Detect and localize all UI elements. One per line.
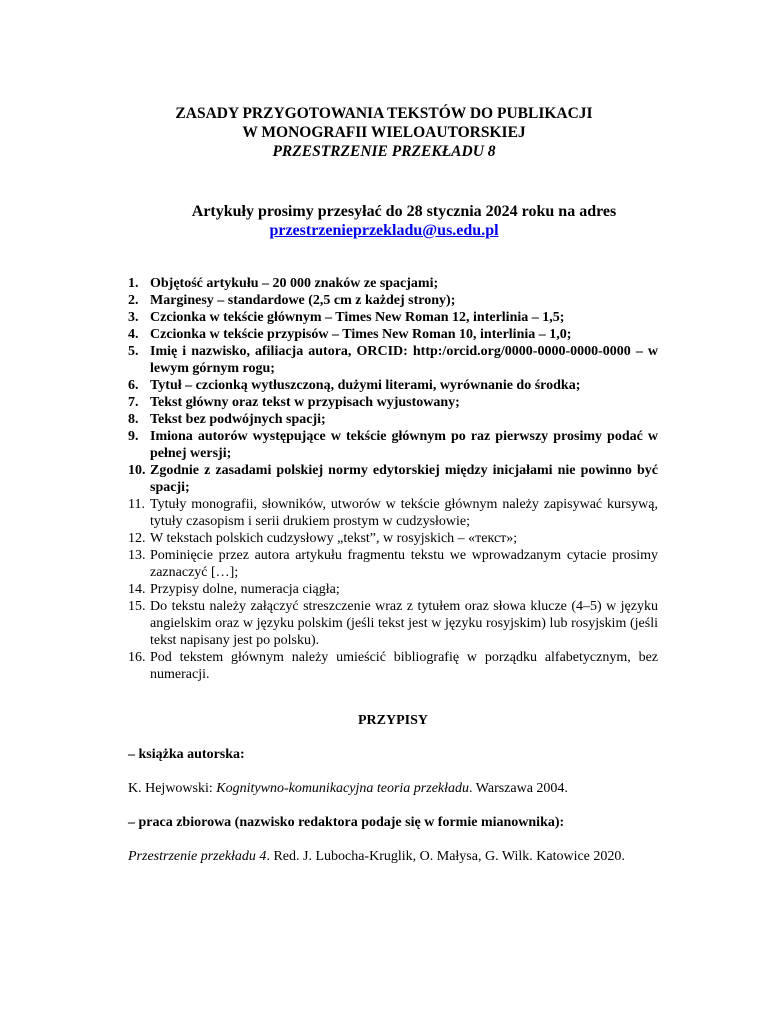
- rule-text: Imiona autorów występujące w tekście głównym po raz pierwszy prosimy podać w pełnej wersji;: [150, 429, 658, 461]
- rule-text: Objętość artykułu – 20 000 znaków ze spacjami;: [150, 276, 439, 291]
- rule-number: 3.: [128, 310, 139, 325]
- monograph-author: K. Hejwowski:: [128, 781, 217, 796]
- submission-email-link[interactable]: przestrzenieprzekladu@us.edu.pl: [269, 222, 499, 239]
- rule-number: 5.: [128, 344, 139, 359]
- rule-text: Czcionka w tekście głównym – Times New Roman 12, interlinia – 1,5;: [150, 310, 565, 325]
- rule-item: [128, 326, 658, 343]
- rule-number: 10.: [128, 463, 146, 478]
- monograph-label: – książka autorska:: [128, 747, 245, 762]
- title-line-2: W MONOGRAFII WIELOAUTORSKIEJ: [242, 124, 526, 141]
- rule-text: Tekst główny oraz tekst w przypisach wyjustowany;: [150, 395, 460, 410]
- rule-item: [128, 275, 658, 292]
- rule-number: 1.: [128, 276, 139, 291]
- collective-example: [128, 848, 658, 865]
- rule-text: Tytuł – czcionką wytłuszczoną, dużymi literami, wyrównanie do środka;: [150, 378, 581, 393]
- rule-number: 14.: [128, 582, 146, 597]
- rule-number: 2.: [128, 293, 139, 308]
- rule-item: [128, 598, 658, 649]
- rule-text: Do tekstu należy załączyć streszczenie wraz z tytułem oraz słowa klucze (4–5) w języku angielskim oraz w języku polskim (jeśli tekst jest w języku rosyjskim) lub rosyjskim (jeśli tekst napisany jest po polsku).: [150, 599, 658, 648]
- rule-number: 8.: [128, 412, 139, 427]
- monograph-rest: . Warszawa 2004.: [469, 781, 568, 796]
- rules-list: [128, 275, 658, 683]
- rule-item: [128, 411, 658, 428]
- rule-text: Pod tekstem głównym należy umieścić bibliografię w porządku alfabetycznym, bez numeracji.: [150, 650, 658, 682]
- rule-number: 9.: [128, 429, 139, 444]
- rule-item: [128, 394, 658, 411]
- rule-number: 12.: [128, 531, 146, 546]
- rule-text: Przypisy dolne, numeracja ciągła;: [150, 582, 340, 597]
- rule-item: [128, 496, 658, 530]
- rule-item: [128, 462, 658, 496]
- rule-number: 11.: [128, 497, 145, 512]
- document-title: [128, 104, 640, 161]
- rule-item: [128, 292, 658, 309]
- monograph-example: [128, 780, 658, 797]
- title-line-1: ZASADY PRZYGOTOWANIA TEKSTÓW DO PUBLIKACJI: [175, 105, 593, 122]
- rule-number: 6.: [128, 378, 139, 393]
- rule-text: Czcionka w tekście przypisów – Times New Roman 10, interlinia – 1,0;: [150, 327, 572, 342]
- rule-item: [128, 581, 658, 598]
- submission-info: [128, 202, 640, 240]
- rule-text: Marginesy – standardowe (2,5 cm z każdej strony);: [150, 293, 456, 308]
- rule-item: [128, 343, 658, 377]
- rule-text: Zgodnie z zasadami polskiej normy edytorskiej między inicjałami nie powinno być spacji;: [150, 463, 658, 495]
- rule-item: [128, 649, 658, 683]
- rule-text: Tytuły monografii, słowników, utworów w tekście głównym należy zapisywać kursywą, tytuły czasopism i serii drukiem prostym w cudzysłowie;: [150, 497, 658, 529]
- rule-item: [128, 547, 658, 581]
- rule-item: [128, 377, 658, 394]
- rule-number: 16.: [128, 650, 146, 665]
- rule-number: 13.: [128, 548, 146, 563]
- rule-text: Tekst bez podwójnych spacji;: [150, 412, 326, 427]
- rule-item: [128, 309, 658, 326]
- rule-text: W tekstach polskich cudzysłowy „tekst”, w rosyjskich – «текст»;: [150, 531, 518, 546]
- rule-item: [128, 530, 658, 547]
- rule-item: [128, 428, 658, 462]
- collective-title: Przestrzenie przekładu 4: [128, 849, 267, 864]
- rule-text: Imię i nazwisko, afiliacja autora, ORCID: http:/orcid.org/0000-0000-0000-0000 – w lewym górnym rogu;: [150, 344, 658, 376]
- rule-text: Pominięcie przez autora artykułu fragmentu tekstu we wprowadzanym cytacie prosimy zaznaczyć […];: [150, 548, 658, 580]
- title-line-3: PRZESTRZENIE PRZEKŁADU 8: [272, 143, 496, 160]
- footnotes-heading: PRZYPISY: [357, 713, 428, 728]
- collective-rest: . Red. J. Lubocha-Kruglik, O. Małysa, G. Wilk. Katowice 2020.: [266, 849, 625, 864]
- rule-number: 15.: [128, 599, 146, 614]
- rule-number: 7.: [128, 395, 139, 410]
- rule-number: 4.: [128, 327, 139, 342]
- submission-text: Artykuły prosimy przesyłać do 28 stycznia 2024 roku na adres: [191, 203, 617, 220]
- collective-label: – praca zbiorowa (nazwisko redaktora podaje się w formie mianownika):: [128, 815, 565, 830]
- monograph-title: Kognitywno-komunikacyjna teoria przekładu: [216, 781, 470, 796]
